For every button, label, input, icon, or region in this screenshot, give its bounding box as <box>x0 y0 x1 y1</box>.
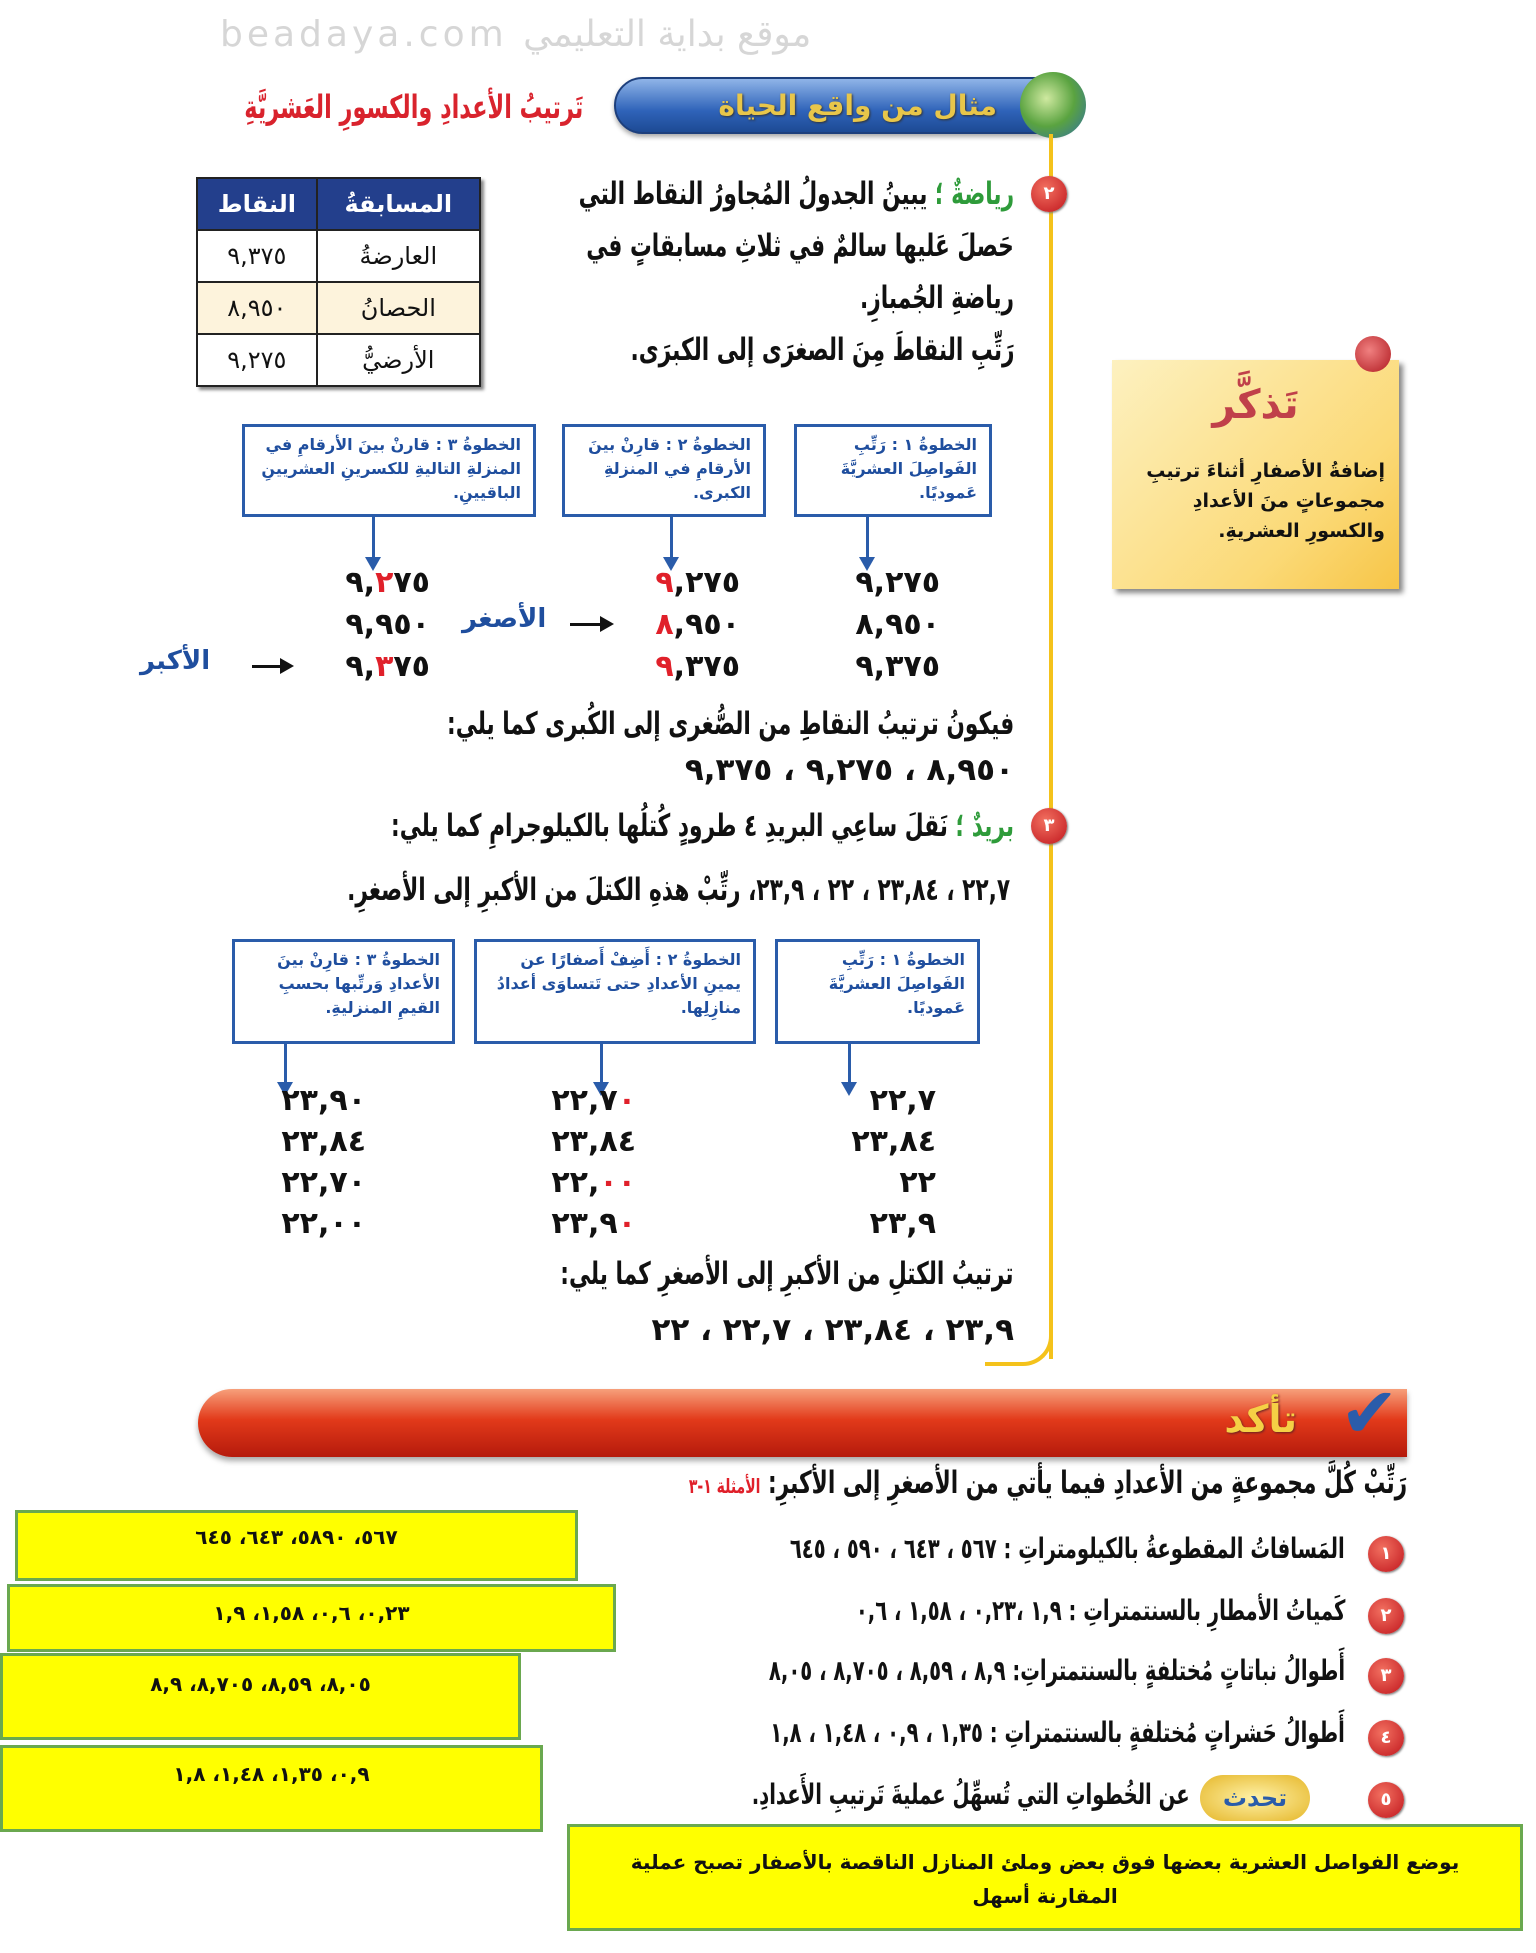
example2-line2: حَصلَ عَليها سالمٌ في ثلاثِ مسابقاتٍ في <box>586 228 1014 264</box>
example3-question: ٢٢,٧ ، ٢٣,٨٤ ، ٢٢ ، ٢٣,٩، رتِّبْ هذهِ الكتلَ من الأكبرِ إلى الأصغرِ. <box>347 872 1010 908</box>
arrow-down-icon <box>600 1044 603 1084</box>
exercise-1: المَسافاتُ المقطوعةُ بالكيلومتراتِ : ٥٦٧ ، ٦٤٣ ، ٥٩٠ ، ٦٤٥ <box>790 1532 1345 1565</box>
example3-result-text: ترتيبُ الكتلِ من الأكبرِ إلى الأصغرِ كما يلي: <box>560 1256 1014 1292</box>
exercise-number-badge: ٣ <box>1368 1658 1404 1694</box>
step2-column: ٩,٢٧٥ ٨,٩٥٠ ٩,٣٧٥ <box>655 565 740 684</box>
arrow-down-icon <box>866 517 869 559</box>
exercise-number-badge: ٥ <box>1368 1782 1404 1818</box>
arrow-down-icon <box>372 517 375 559</box>
example2-result-values: ٨,٩٥٠ ، ٩,٢٧٥ ، ٩,٣٧٥ <box>684 752 1014 788</box>
divider-line <box>1049 134 1053 1359</box>
table-row: الأرضيُّ ٩,٢٧٥ <box>197 334 480 386</box>
exercise-number-badge: ١ <box>1368 1536 1404 1572</box>
example2-line1: رياضةٌ ؛ يبينُ الجدولُ المُجاورُ النقاط التي <box>578 176 1014 212</box>
step1-box: الخطوةُ ١ : رَتِّبِ الفَواصِلَ العشريَّةَ عَموديًا. <box>794 424 992 517</box>
reminder-note: تَذكَّر إضافةُ الأصفارِ أثناءَ ترتيبِ مجموعاتٍ منَ الأعدادِ والكسورِ العشريةِ. <box>1112 360 1399 589</box>
globe-icon <box>1020 72 1086 138</box>
exercise-number-badge: ٢ <box>1368 1598 1404 1634</box>
exercise-number-badge: ٤ <box>1368 1720 1404 1756</box>
step1-column: ٢٢,٧ ٢٣,٨٤ ٢٢ ٢٣,٩ <box>851 1083 936 1241</box>
step2-column: ٢٢,٧٠ ٢٣,٨٤ ٢٢,٠٠ ٢٣,٩٠ <box>551 1083 636 1241</box>
check-banner: تأكد <box>198 1389 1407 1457</box>
talk-badge: تحدث <box>1200 1775 1310 1821</box>
largest-label: الأكبر <box>140 646 211 676</box>
step3-column: ٢٣,٩٠ ٢٣,٨٤ ٢٢,٧٠ ٢٢,٠٠ <box>281 1083 366 1241</box>
answer-box-5: يوضع الفواصل العشرية بعضها فوق بعض وملئ المنازل الناقصة بالأصفار تصبح عملية المقارنة أسهل <box>567 1824 1523 1931</box>
answer-box-2: ٠,٢٣، ٠,٦، ١,٥٨، ١,٩ <box>7 1584 616 1652</box>
pushpin-icon <box>1355 336 1391 372</box>
answer-box-1: ٥٦٧، ٥٨٩٠، ٦٤٣، ٦٤٥ <box>15 1510 578 1581</box>
example2-question: رَتِّبِ النقاطَ مِنَ الصغرَى إلى الكبرَى. <box>630 332 1014 368</box>
smallest-label: الأصغر <box>462 604 547 634</box>
exercise-5: عن الخُطواتِ التي تُسهِّلُ عمليةَ تَرتيبِ الأَعدادِ. <box>752 1778 1190 1811</box>
step2-box: الخطوةُ ٢ : أَضِفْ أَصفارًا عن يمينِ الأعدادِ حتى تَتساوَى أعدادُ منازِلِها. <box>474 939 756 1044</box>
lesson-title: تَرتيبُ الأعدادِ والكسورِ العَشريَّةِ <box>243 88 583 126</box>
table-row: العارضةُ ٩,٣٧٥ <box>197 230 480 282</box>
step3-column: ٩,٢٧٥ ٩,٩٥٠ ٩,٣٧٥ <box>345 565 430 684</box>
answer-box-3: ٨,٠٥، ٨,٥٩، ٨,٧٠٥، ٨,٩ <box>0 1653 521 1740</box>
arrow-down-icon <box>284 1044 287 1084</box>
answer-box-4: ٠,٩، ١,٣٥، ١,٤٨، ١,٨ <box>0 1745 543 1832</box>
arrow-down-icon <box>848 1044 851 1084</box>
arrow-right-icon <box>570 623 610 626</box>
exercise-3: أَطوالُ نباتاتٍ مُختلفةٍ بالسنتمتراتِ: ٨,٩ ، ٨,٥٩ ، ٨,٧٠٥ ، ٨,٠٥ <box>768 1654 1345 1687</box>
example2-result-text: فيكونُ ترتيبُ النقاطِ من الصُّغرى إلى الكُبرى كما يلي: <box>446 706 1014 742</box>
example-number-badge: ٣ <box>1031 808 1067 844</box>
example3-result-values: ٢٣,٩ ، ٢٣,٨٤ ، ٢٢,٧ ، ٢٢ <box>651 1312 1014 1348</box>
example2-line3: رياضةِ الجُمبازِ. <box>860 280 1014 316</box>
check-instruction: رَتِّبْ كُلَّ مجموعةٍ من الأعدادِ فيما يأتي من الأصغرِ إلى الأكبرِ: الأمثلة ١-٣ <box>688 1465 1407 1501</box>
real-life-example-banner: مثال من واقع الحياة <box>614 77 1079 134</box>
step2-box: الخطوةُ ٢ : قارِنْ بينَ الأرقامِ في المنزلةِ الكبرى. <box>562 424 766 517</box>
step3-box: الخطوةُ ٣ : قارِنْ بينَ الأعدادِ وَرتِّبها بحسبِ القيمِ المنزليةِ. <box>232 939 455 1044</box>
example-number-badge: ٢ <box>1031 176 1067 212</box>
step1-column: ٩,٢٧٥ ٨,٩٥٠ ٩,٣٧٥ <box>855 565 940 684</box>
exercise-4: أَطوالُ حَشراتٍ مُختلفةٍ بالسنتمتراتِ : ١,٣٥ ، ٠,٩ ، ١,٤٨ ، ١,٨ <box>770 1716 1345 1749</box>
exercise-2: كَمياتُ الأمطارِ بالسنتمتراتِ : ١,٩ ،٠,٢٣ ، ١,٥٨ ، ٠,٦ <box>855 1594 1345 1627</box>
step3-box: الخطوةُ ٣ : قارنْ بينَ الأرقامِ في المنزلةِ التاليةِ للكسرينِ العشريينِ الباقيينِ. <box>242 424 536 517</box>
step1-box: الخطوةُ ١ : رَتِّبِ الفَواصِلَ العشريَّةَ عَموديًا. <box>775 939 980 1044</box>
arrow-right-icon <box>252 665 290 668</box>
table-row: الحصانُ ٨,٩٥٠ <box>197 282 480 334</box>
checkmark-icon: ✔ <box>1340 1372 1399 1454</box>
watermark: beadaya.com موقع بداية التعليمي <box>220 14 812 55</box>
example3-line1: بريدٌ ؛ نَقلَ ساعِي البريدِ ٤ طرودٍ كُتلُها بالكيلوجرامِ كما يلي: <box>390 808 1014 844</box>
scores-table: المسابقةُ النقاط العارضةُ ٩,٣٧٥ الحصانُ ٨,٩٥٠ الأرضيُّ ٩,٢٧٥ <box>196 177 481 387</box>
arrow-down-icon <box>670 517 673 559</box>
